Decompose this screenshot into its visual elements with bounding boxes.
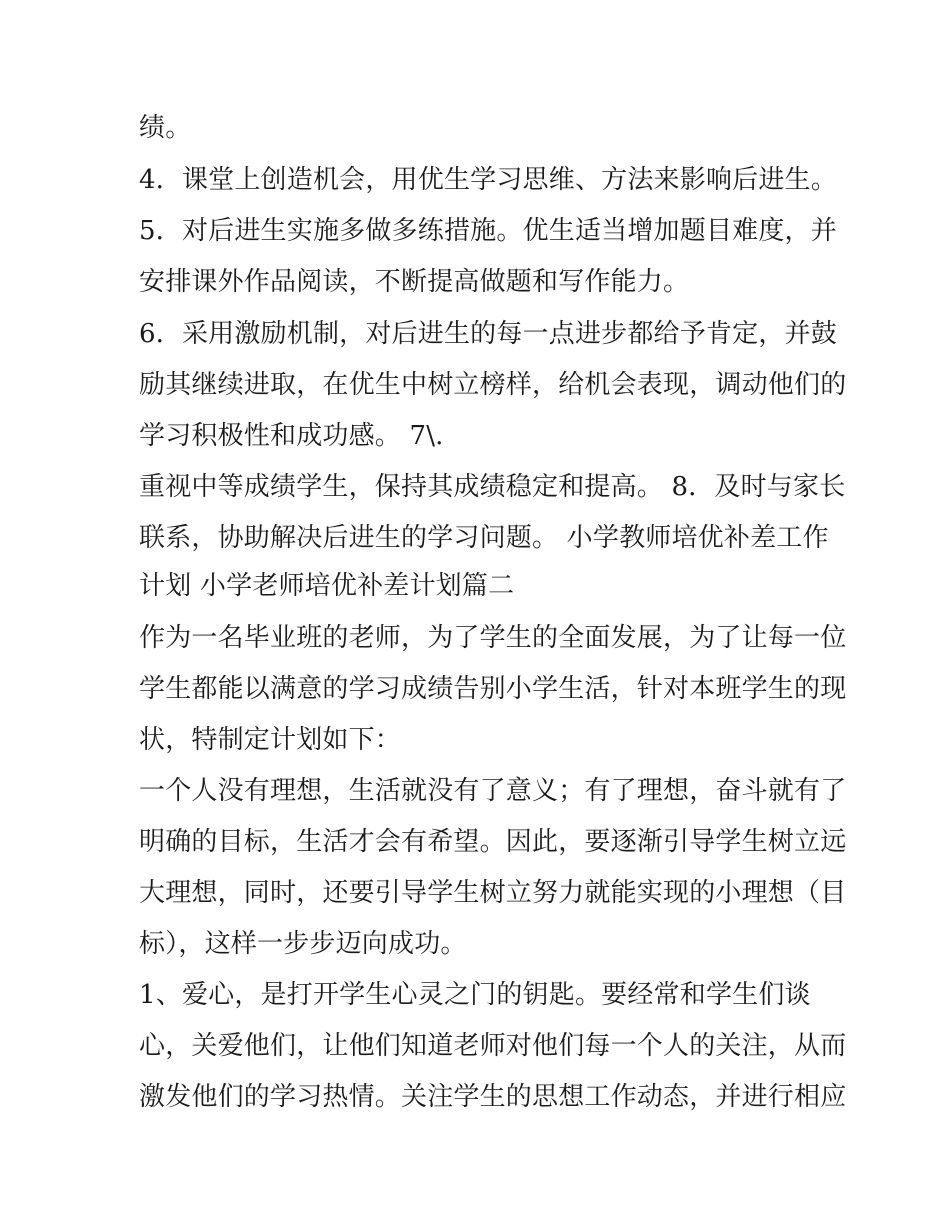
text-line: 6．采用激励机制，对后进生的每一点进步都给予肯定，并鼓 — [139, 319, 837, 349]
text-line: 联系，协助解决后进生的学习问题。 小学教师培优补差工作 — [139, 523, 829, 553]
text-line: 励其继续进取，在优生中树立榜样，给机会表现，调动他们的 — [139, 370, 847, 400]
text-line: 计划 小学老师培优补差计划篇二 — [139, 571, 515, 601]
text-line: 一个人没有理想，生活就没有了意义；有了理想，奋斗就有了 — [139, 776, 847, 806]
text-line: 1、爱心，是打开学生心灵之门的钥匙。要经常和学生们谈 — [139, 980, 811, 1010]
text-line: 安排课外作品阅读，不断提高做题和写作能力。 — [139, 267, 690, 297]
text-line: 4．课堂上创造机会，用优生学习思维、方法来影响后进生。 — [139, 165, 837, 195]
text-line: 学习积极性和成功感。 7\. — [139, 421, 444, 451]
text-line: 明确的目标，生活才会有希望。因此，要逐渐引导学生树立远 — [139, 827, 847, 857]
text-line: 绩。 — [139, 113, 192, 143]
text-line: 心，关爱他们，让他们知道老师对他们每一个人的关注，从而 — [139, 1031, 847, 1061]
text-line: 状，特制定计划如下： — [139, 725, 402, 755]
text-line: 作为一名毕业班的老师，为了学生的全面发展，为了让每一位 — [139, 623, 847, 653]
text-line: 激发他们的学习热情。关注学生的思想工作动态，并进行相应 — [139, 1082, 847, 1112]
text-line: 学生都能以满意的学习成绩告别小学生活，针对本班学生的现 — [139, 674, 847, 704]
text-line: 大理想，同时，还要引导学生树立努力就能实现的小理想（目 — [139, 878, 847, 908]
text-line: 重视中等成绩学生，保持其成绩稳定和提高。 8．及时与家长 — [139, 472, 846, 502]
text-line: 标），这样一步步迈向成功。 — [139, 929, 467, 959]
text-line: 5．对后进生实施多做多练措施。优生适当增加题目难度，并 — [139, 216, 837, 246]
